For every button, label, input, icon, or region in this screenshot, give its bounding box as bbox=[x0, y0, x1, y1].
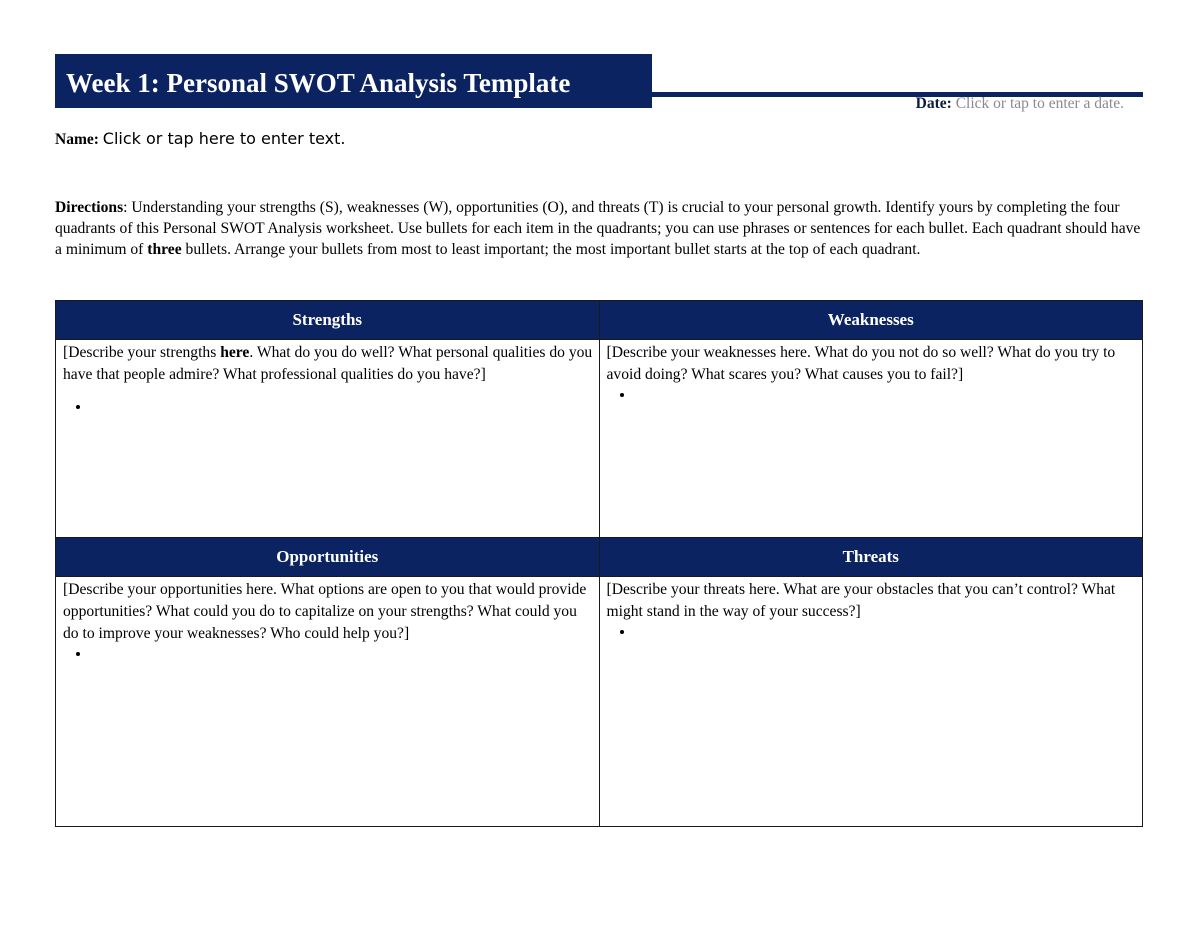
date-label: Date: bbox=[915, 95, 952, 112]
directions-paragraph bbox=[55, 198, 1145, 260]
threats-prompt: [Describe your threats here. What are your obstacles that you can’t control? What might stand in the way of your success?] bbox=[606, 581, 1116, 620]
opportunities-bullet[interactable] bbox=[91, 645, 599, 667]
threats-cell[interactable] bbox=[599, 577, 1143, 827]
opportunities-bullet-list bbox=[56, 645, 599, 667]
date-picker-field[interactable]: Click or tap to enter a date. bbox=[955, 95, 1124, 112]
directions-text-2: bullets. Arrange your bullets from most to least important; the most important bullet starts at the top of each quadrant. bbox=[181, 240, 921, 258]
opportunities-cell[interactable] bbox=[56, 577, 600, 827]
weaknesses-bullet-list bbox=[600, 386, 1143, 408]
strengths-prompt-b: . What do you do well? What personal qualities do you have that people admire? What professional qualities do you have?] bbox=[63, 344, 593, 383]
opportunities-prompt: [Describe your opportunities here. What options are open to you that would provide opportunities? What could you do to capitalize on your strengths? What could you do to improve your weaknesses? Who could help you?] bbox=[63, 581, 587, 642]
strengths-prompt-bold: here bbox=[220, 344, 250, 361]
strengths-prompt-a: [Describe your strengths bbox=[63, 344, 221, 361]
date-row bbox=[916, 95, 1124, 113]
directions-text-1: : Understanding your strengths (S), weaknesses (W), opportunities (O), and threats (T) is crucial to your personal growth. Identify yours by completing the four quadrants of this Personal SWOT Analysis worksheet. Use bullets for each item in the quadrants; you can use phrases or sentences for each bullet. Each quadrant should have a minimum of bbox=[55, 199, 1141, 258]
strengths-bullet[interactable] bbox=[91, 398, 599, 420]
weaknesses-prompt: [Describe your weaknesses here. What do you not do so well? What do you try to avoid doing? What scares you? What causes you to fail?] bbox=[606, 344, 1116, 383]
weaknesses-cell[interactable] bbox=[599, 340, 1143, 538]
name-label: Name: bbox=[55, 131, 99, 148]
weaknesses-bullet[interactable] bbox=[635, 386, 1143, 408]
directions-emphasis: three bbox=[147, 240, 182, 258]
name-text-field[interactable]: Click or tap here to enter text. bbox=[102, 129, 346, 148]
threats-bullet-list bbox=[600, 623, 1143, 645]
threats-bullet[interactable] bbox=[635, 623, 1143, 645]
strengths-cell[interactable] bbox=[56, 340, 600, 538]
swot-table bbox=[55, 300, 1143, 827]
threats-heading: Threats bbox=[599, 538, 1143, 577]
weaknesses-heading: Weaknesses bbox=[599, 301, 1143, 340]
directions-label: Directions bbox=[55, 199, 124, 216]
strengths-heading: Strengths bbox=[56, 301, 600, 340]
name-row bbox=[55, 129, 345, 149]
strengths-bullet-list bbox=[56, 398, 599, 420]
document-title: Week 1: Personal SWOT Analysis Template bbox=[55, 54, 652, 108]
strengths-prompt bbox=[56, 340, 599, 386]
opportunities-heading: Opportunities bbox=[56, 538, 600, 577]
